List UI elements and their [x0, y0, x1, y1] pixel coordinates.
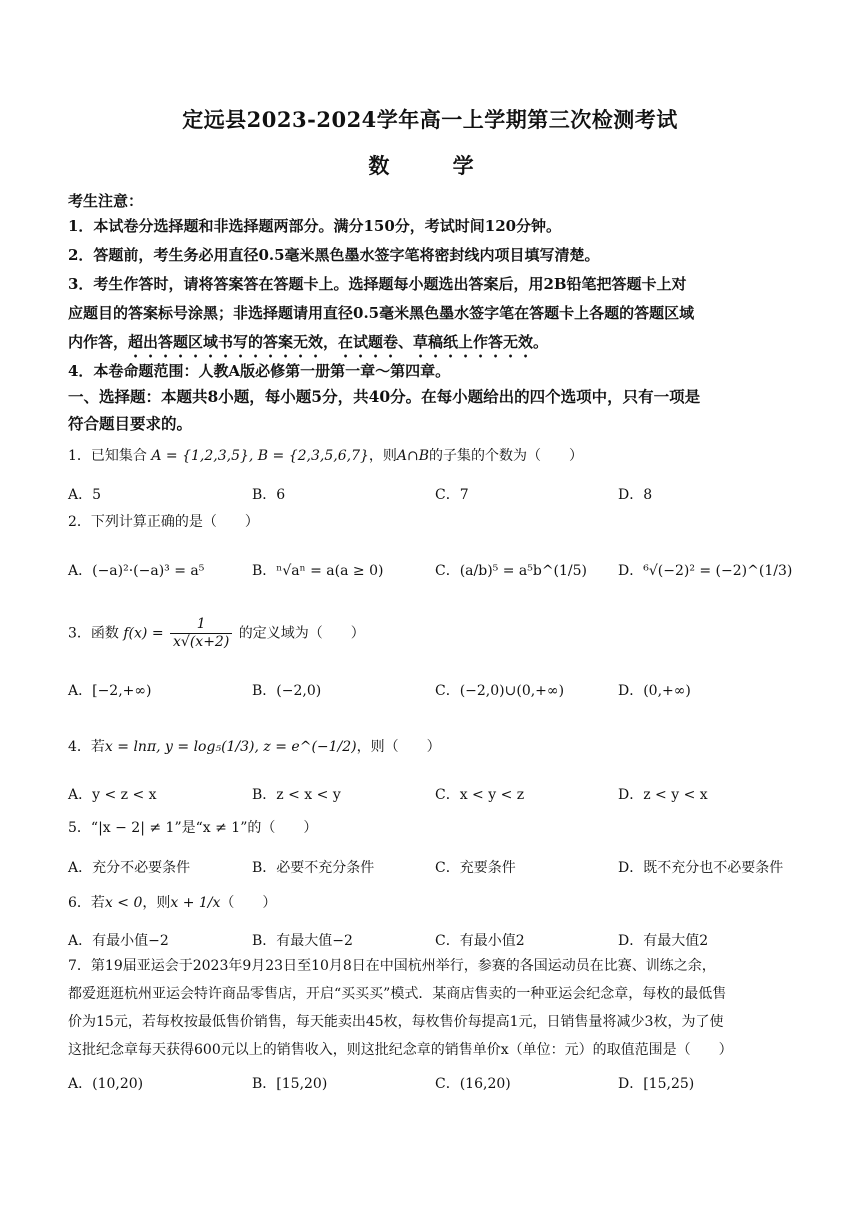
notice-item-2: 2．答题前，考生务必用直径0.5毫米黑色墨水签字笔将密封线内项目填写清楚。: [68, 246, 600, 264]
q4-prefix: 4．若: [68, 739, 105, 755]
q1-option-c[interactable]: C．7: [435, 487, 469, 503]
q2-option-a[interactable]: A．(−a)²·(−a)³ = a⁵: [68, 563, 205, 579]
q2-option-c[interactable]: C．(a/b)⁵ = a⁵b^(1/5): [435, 563, 588, 579]
section-1-line1: 一、选择题：本题共8小题，每小题5分，共40分。在每小题给出的四个选项中，只有一项是: [68, 387, 701, 406]
q1-options: [68, 484, 798, 512]
q6-mid: ，则: [142, 895, 171, 911]
q3-prefix: 3．函数: [68, 625, 119, 642]
q7-options: [68, 1073, 798, 1101]
q5-option-c[interactable]: C．充要条件: [435, 860, 516, 876]
q3-option-b[interactable]: B．(−2,0): [252, 683, 322, 699]
question-6: [68, 893, 798, 913]
question-5: 5．“|x − 2| ≠ 1”是“x ≠ 1”的（ ）: [68, 820, 318, 836]
notice-item-4: 4．本卷命题范围：人教A版必修第一册第一章～第四章。: [68, 362, 451, 380]
q1-prefix: 1．已知集合: [68, 448, 147, 464]
q4-suffix: ，则（ ）: [356, 739, 441, 755]
exam-subject: 数 学: [368, 153, 492, 178]
question-1: [68, 446, 798, 466]
q7-option-d[interactable]: D．[15,25): [618, 1076, 695, 1092]
section-1-line2: 符合题目要求的。: [68, 414, 193, 433]
q5-option-b[interactable]: B．必要不充分条件: [252, 860, 375, 876]
q1-math-intersection: A∩B: [396, 448, 430, 464]
notice-item-3-line2: 应题目的答案标号涂黑；非选择题请用直径0.5毫米黑色墨水签字笔在答题卡上各题的答题区域: [68, 304, 695, 322]
question-2: 2．下列计算正确的是（ ）: [68, 514, 259, 530]
q3-suffix: 的定义域为（ ）: [238, 625, 365, 642]
q1-option-a[interactable]: A．5: [68, 487, 102, 503]
q3-fraction: [170, 616, 232, 651]
q6-prefix: 6．若: [68, 895, 105, 911]
q4-option-c[interactable]: C．x < y < z: [435, 787, 525, 803]
q1-option-b[interactable]: B．6: [252, 487, 286, 503]
q5-options: [68, 857, 798, 885]
q6-expression: x + 1/x: [170, 895, 221, 911]
q2-options: [68, 560, 798, 588]
q3-option-c[interactable]: C．(−2,0)∪(0,+∞): [435, 683, 565, 699]
notice-item-3-line1: 3．考生作答时，请将答案答在答题卡上。选择题每小题选出答案后，用2B铅笔把答题卡上对: [68, 275, 687, 293]
question-7-line2: 都爱逛逛杭州亚运会特许商品零售店，开启“买买买”模式．某商店售卖的一种亚运会纪念章，每枚的最低售: [68, 986, 727, 1002]
q3-fraction-numerator: 1: [170, 616, 232, 634]
q4-option-a[interactable]: A．y < z < x: [68, 787, 157, 803]
question-3: [68, 616, 798, 651]
question-4: [68, 737, 798, 757]
q4-option-d[interactable]: D．z < y < x: [618, 787, 708, 803]
q2-option-b[interactable]: B．ⁿ√aⁿ = a(a ≥ 0): [252, 563, 384, 579]
q5-option-d[interactable]: D．既不充分也不必要条件: [618, 860, 784, 876]
q7-option-b[interactable]: B．[15,20): [252, 1076, 328, 1092]
q5-option-a[interactable]: A．充分不必要条件: [68, 860, 191, 876]
q3-function: f(x) =: [123, 625, 164, 642]
q3-option-d[interactable]: D．(0,+∞): [618, 683, 691, 699]
q1-mid: ，则: [368, 448, 397, 464]
q4-option-b[interactable]: B．z < x < y: [252, 787, 341, 803]
q3-fraction-denominator: x√(x+2): [173, 634, 230, 650]
notice-item-3-emphasis: 超出答题区域书写的答案无效，在试题卷、草稿纸上作答无效。: [128, 333, 549, 351]
q6-suffix: （ ）: [220, 895, 277, 911]
notice-item-1: 1．本试卷分选择题和非选择题两部分。满分150分，考试时间120分钟。: [68, 217, 562, 235]
q1-option-d[interactable]: D．8: [618, 487, 653, 503]
q6-option-d[interactable]: D．有最大值2: [618, 933, 709, 949]
exam-title: 定远县2023-2024学年高一上学期第三次检测考试: [182, 107, 678, 132]
q6-option-a[interactable]: A．有最小值−2: [68, 933, 169, 949]
question-7-line4: 这批纪念章每天获得600元以上的销售收入，则这批纪念章的销售单价x（单位：元）的取值范围是（ ）: [68, 1042, 733, 1058]
q1-suffix: 的子集的个数为（ ）: [429, 448, 584, 464]
question-7-line1: 7．第19届亚运会于2023年9月23日至10月8日在中国杭州举行，参赛的各国运动员在比赛、训练之余，: [68, 958, 716, 974]
q6-condition: x < 0: [104, 895, 143, 911]
q7-option-c[interactable]: C．(16,20): [435, 1076, 511, 1092]
q4-options: [68, 784, 798, 812]
q2-option-d[interactable]: D．⁶√(−2)² = (−2)^(1/3): [618, 563, 793, 579]
q6-option-b[interactable]: B．有最大值−2: [252, 933, 353, 949]
q7-option-a[interactable]: A．(10,20): [68, 1076, 144, 1092]
q1-math-sets: A = {1,2,3,5}, B = {2,3,5,6,7}: [151, 448, 369, 464]
q3-options: [68, 680, 798, 708]
q4-math: x = lnπ, y = log₅(1/3), z = e^(−1/2): [104, 739, 357, 755]
notice-heading: 考生注意：: [68, 192, 144, 210]
question-7-line3: 价为15元，若每枚按最低售价销售，每天能卖出45枚，每枚售价每提高1元，日销售量将减少3枚，为了使: [68, 1014, 724, 1030]
notice-item-3-line3-start: 内作答，: [68, 333, 129, 351]
q3-option-a[interactable]: A．[−2,+∞): [68, 683, 152, 699]
q6-option-c[interactable]: C．有最小值2: [435, 933, 525, 949]
